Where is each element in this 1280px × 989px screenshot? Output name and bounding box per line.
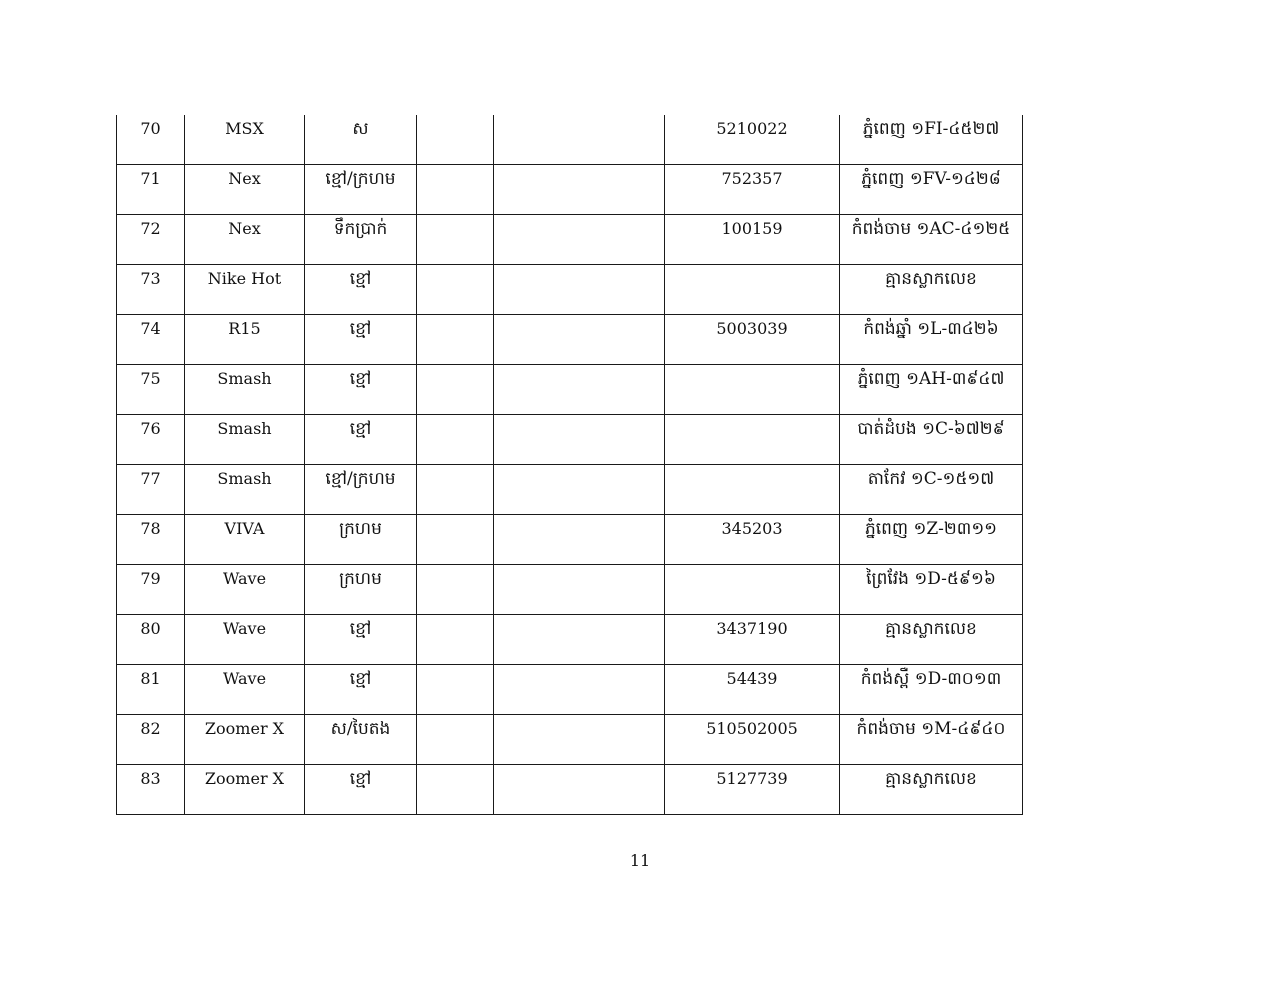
cell-plate-text: កំពង់ចាម ១AC-៤១២៥: [851, 219, 1011, 239]
cell-empty-b-text: [494, 265, 664, 271]
cell-number-text: 70: [140, 119, 161, 138]
cell-number-text: 74: [140, 319, 161, 338]
cell-number-text: 79: [140, 569, 161, 588]
cell-empty-a-text: [417, 265, 493, 271]
cell-model: [185, 665, 305, 715]
cell-empty-b-text: [494, 415, 664, 421]
cell-empty-a: [417, 115, 494, 165]
cell-empty-a-text: [417, 615, 493, 621]
cell-model-text: VIVA: [224, 519, 265, 538]
cell-serial-text: 5210022: [716, 119, 788, 138]
cell-plate: [840, 215, 1023, 265]
table-row: [117, 165, 1023, 215]
cell-serial-text: 3437190: [716, 619, 788, 638]
cell-plate-text: កំពង់ចាម ១M-៤៩៤០: [856, 719, 1006, 739]
table-row: [117, 615, 1023, 665]
cell-number: [117, 315, 185, 365]
cell-serial: [665, 165, 840, 215]
cell-model-text: Zoomer X: [204, 769, 285, 788]
cell-plate: [840, 615, 1023, 665]
cell-empty-a: [417, 765, 494, 815]
cell-color: [305, 215, 417, 265]
cell-color-text: ខ្មៅ: [349, 269, 372, 289]
cell-serial: [665, 265, 840, 315]
cell-plate-text: កំពង់ឆ្នាំ ១L-៣៤២៦: [863, 319, 999, 339]
cell-plate-text: កំពង់ស្ពឺ ១D-៣០១៣: [860, 669, 1002, 689]
cell-color-text: ខ្មៅ: [349, 669, 372, 689]
cell-empty-b-text: [494, 365, 664, 371]
cell-serial: [665, 665, 840, 715]
cell-plate-text: តាកែវ ១C-១៥១៧: [867, 469, 995, 489]
cell-number-text: 82: [140, 719, 161, 738]
cell-color: [305, 165, 417, 215]
cell-number-text: 83: [140, 769, 161, 788]
cell-plate-text: គ្មានស្លាកលេខ: [885, 619, 977, 639]
cell-empty-a-text: [417, 665, 493, 671]
cell-number: [117, 465, 185, 515]
table-row: [117, 415, 1023, 465]
cell-model-text: Nike Hot: [207, 269, 282, 288]
table-row: [117, 665, 1023, 715]
cell-number-text: 72: [140, 219, 161, 238]
cell-empty-a-text: [417, 315, 493, 321]
cell-empty-b-text: [494, 165, 664, 171]
cell-empty-b: [494, 715, 665, 765]
cell-color: [305, 565, 417, 615]
cell-number-text: 78: [140, 519, 161, 538]
cell-number-text: 75: [140, 369, 161, 388]
cell-color-text: ទឹកប្រាក់: [333, 219, 388, 239]
cell-number: [117, 165, 185, 215]
table-row: [117, 515, 1023, 565]
cell-empty-a: [417, 565, 494, 615]
cell-model: [185, 265, 305, 315]
cell-empty-a: [417, 715, 494, 765]
cell-plate: [840, 665, 1023, 715]
cell-empty-b: [494, 165, 665, 215]
cell-serial: [665, 715, 840, 765]
cell-number-text: 73: [140, 269, 161, 288]
cell-color-text: ខ្មៅ: [349, 319, 372, 339]
cell-empty-b-text: [494, 615, 664, 621]
cell-color-text: ខ្មៅ: [349, 619, 372, 639]
cell-model: [185, 315, 305, 365]
cell-empty-a: [417, 215, 494, 265]
cell-number-text: 80: [140, 619, 161, 638]
cell-model: [185, 715, 305, 765]
cell-serial: [665, 765, 840, 815]
cell-empty-b: [494, 365, 665, 415]
cell-empty-b-text: [494, 715, 664, 721]
cell-number: [117, 415, 185, 465]
cell-model-text: Nex: [228, 219, 261, 238]
cell-serial-text: 54439: [726, 669, 778, 688]
cell-color: [305, 515, 417, 565]
cell-plate-text: គ្មានស្លាកលេខ: [885, 269, 977, 289]
cell-model: [185, 765, 305, 815]
cell-empty-a-text: [417, 565, 493, 571]
cell-serial-text: 100159: [721, 219, 783, 238]
cell-serial-text: [665, 265, 839, 271]
cell-empty-b: [494, 615, 665, 665]
cell-empty-b-text: [494, 115, 664, 121]
cell-color-text: ស: [352, 119, 369, 139]
cell-serial-text: 345203: [721, 519, 783, 538]
cell-serial-text: [665, 365, 839, 371]
cell-serial: [665, 365, 840, 415]
table-row: [117, 765, 1023, 815]
cell-plate: [840, 415, 1023, 465]
cell-empty-a: [417, 415, 494, 465]
cell-empty-b: [494, 465, 665, 515]
cell-color-text: ក្រហម: [339, 519, 382, 539]
cell-model-text: R15: [228, 319, 261, 338]
cell-model: [185, 515, 305, 565]
cell-color: [305, 465, 417, 515]
cell-serial: [665, 565, 840, 615]
cell-serial: [665, 615, 840, 665]
cell-number: [117, 365, 185, 415]
cell-plate: [840, 365, 1023, 415]
cell-color-text: ខ្មៅ: [349, 419, 372, 439]
cell-empty-a: [417, 315, 494, 365]
cell-number: [117, 765, 185, 815]
cell-model-text: Smash: [217, 419, 272, 438]
cell-empty-a-text: [417, 115, 493, 121]
cell-number: [117, 665, 185, 715]
cell-color-text: ក្រហម: [339, 569, 382, 589]
cell-number: [117, 515, 185, 565]
cell-empty-b-text: [494, 765, 664, 771]
cell-number: [117, 115, 185, 165]
cell-model: [185, 215, 305, 265]
table-row: [117, 565, 1023, 615]
cell-model: [185, 415, 305, 465]
cell-empty-a: [417, 265, 494, 315]
cell-plate: [840, 265, 1023, 315]
table-row: [117, 215, 1023, 265]
cell-plate-text: ភ្នំពេញ ១AH-៣៩៤៧: [857, 369, 1005, 389]
cell-empty-b-text: [494, 315, 664, 321]
cell-plate-text: ភ្នំពេញ ១FV-១៤២៨: [861, 169, 1001, 189]
cell-color-text: ខ្មៅ/ក្រហម: [325, 469, 396, 489]
cell-empty-a-text: [417, 465, 493, 471]
cell-serial: [665, 415, 840, 465]
cell-model-text: Smash: [217, 469, 272, 488]
cell-empty-a: [417, 465, 494, 515]
cell-serial: [665, 315, 840, 365]
cell-model-text: Wave: [222, 619, 267, 638]
table-row: [117, 315, 1023, 365]
cell-model-text: Nex: [228, 169, 261, 188]
cell-color: [305, 265, 417, 315]
cell-color: [305, 365, 417, 415]
cell-plate: [840, 465, 1023, 515]
cell-plate-text: ភ្នំពេញ ១FI-៤៥២៧: [862, 119, 1000, 139]
cell-serial-text: 5127739: [716, 769, 788, 788]
cell-serial: [665, 465, 840, 515]
cell-empty-b: [494, 265, 665, 315]
cell-color: [305, 115, 417, 165]
cell-number-text: 77: [140, 469, 161, 488]
cell-empty-b-text: [494, 565, 664, 571]
table-row: [117, 115, 1023, 165]
cell-plate-text: គ្មានស្លាកលេខ: [885, 769, 977, 789]
cell-model-text: Zoomer X: [204, 719, 285, 738]
table-row: [117, 265, 1023, 315]
cell-serial-text: [665, 415, 839, 421]
cell-color-text: ខ្មៅ/ក្រហម: [325, 169, 396, 189]
cell-model: [185, 465, 305, 515]
cell-color: [305, 665, 417, 715]
cell-color-text: ស/បៃតង: [330, 719, 391, 739]
cell-empty-a: [417, 665, 494, 715]
cell-number: [117, 215, 185, 265]
cell-color-text: ខ្មៅ: [349, 769, 372, 789]
cell-serial-text: 510502005: [706, 719, 798, 738]
cell-model-text: Wave: [222, 569, 267, 588]
cell-empty-a-text: [417, 515, 493, 521]
table-row: [117, 715, 1023, 765]
cell-serial-text: [665, 565, 839, 571]
cell-serial: [665, 515, 840, 565]
cell-color: [305, 765, 417, 815]
cell-empty-b: [494, 515, 665, 565]
cell-number-text: 81: [140, 669, 161, 688]
cell-empty-b-text: [494, 465, 664, 471]
cell-model-text: Wave: [222, 669, 267, 688]
cell-empty-b: [494, 765, 665, 815]
cell-model: [185, 115, 305, 165]
cell-empty-a-text: [417, 165, 493, 171]
cell-empty-a: [417, 365, 494, 415]
cell-color: [305, 715, 417, 765]
cell-empty-a: [417, 165, 494, 215]
cell-color: [305, 415, 417, 465]
cell-number: [117, 565, 185, 615]
cell-empty-b: [494, 115, 665, 165]
cell-plate-text: ភ្នំពេញ ១Z-២៣១១: [864, 519, 998, 539]
cell-empty-a: [417, 615, 494, 665]
vehicle-table: [116, 115, 1023, 815]
cell-empty-b-text: [494, 515, 664, 521]
cell-number: [117, 265, 185, 315]
cell-empty-a-text: [417, 715, 493, 721]
table-body: [117, 115, 1023, 815]
cell-model: [185, 365, 305, 415]
cell-empty-b-text: [494, 665, 664, 671]
cell-model: [185, 565, 305, 615]
table-row: [117, 465, 1023, 515]
cell-plate: [840, 115, 1023, 165]
cell-empty-b: [494, 315, 665, 365]
table-row: [117, 365, 1023, 415]
cell-empty-a-text: [417, 365, 493, 371]
cell-number: [117, 715, 185, 765]
cell-empty-b: [494, 565, 665, 615]
cell-serial: [665, 115, 840, 165]
cell-empty-b: [494, 215, 665, 265]
cell-plate: [840, 315, 1023, 365]
cell-plate: [840, 565, 1023, 615]
cell-color-text: ខ្មៅ: [349, 369, 372, 389]
cell-plate: [840, 165, 1023, 215]
cell-model: [185, 615, 305, 665]
cell-empty-a-text: [417, 215, 493, 221]
cell-number-text: 71: [140, 169, 161, 188]
cell-model: [185, 165, 305, 215]
cell-serial-text: [665, 465, 839, 471]
cell-plate-text: ព្រៃវែង ១D-៥៩១៦: [866, 569, 996, 589]
cell-plate: [840, 515, 1023, 565]
cell-number: [117, 615, 185, 665]
cell-serial: [665, 215, 840, 265]
cell-empty-b-text: [494, 215, 664, 221]
cell-empty-a-text: [417, 415, 493, 421]
cell-color: [305, 615, 417, 665]
cell-serial-text: 5003039: [716, 319, 788, 338]
cell-color: [305, 315, 417, 365]
cell-empty-b: [494, 415, 665, 465]
cell-plate: [840, 715, 1023, 765]
page-number: 11: [629, 851, 651, 870]
cell-empty-a-text: [417, 765, 493, 771]
cell-number-text: 76: [140, 419, 161, 438]
cell-serial-text: 752357: [721, 169, 783, 188]
cell-plate: [840, 765, 1023, 815]
cell-empty-b: [494, 665, 665, 715]
cell-model-text: MSX: [225, 119, 264, 138]
cell-model-text: Smash: [217, 369, 272, 388]
cell-plate-text: បាត់ដំបង ១C-៦៧២៩: [857, 419, 1005, 439]
cell-empty-a: [417, 515, 494, 565]
